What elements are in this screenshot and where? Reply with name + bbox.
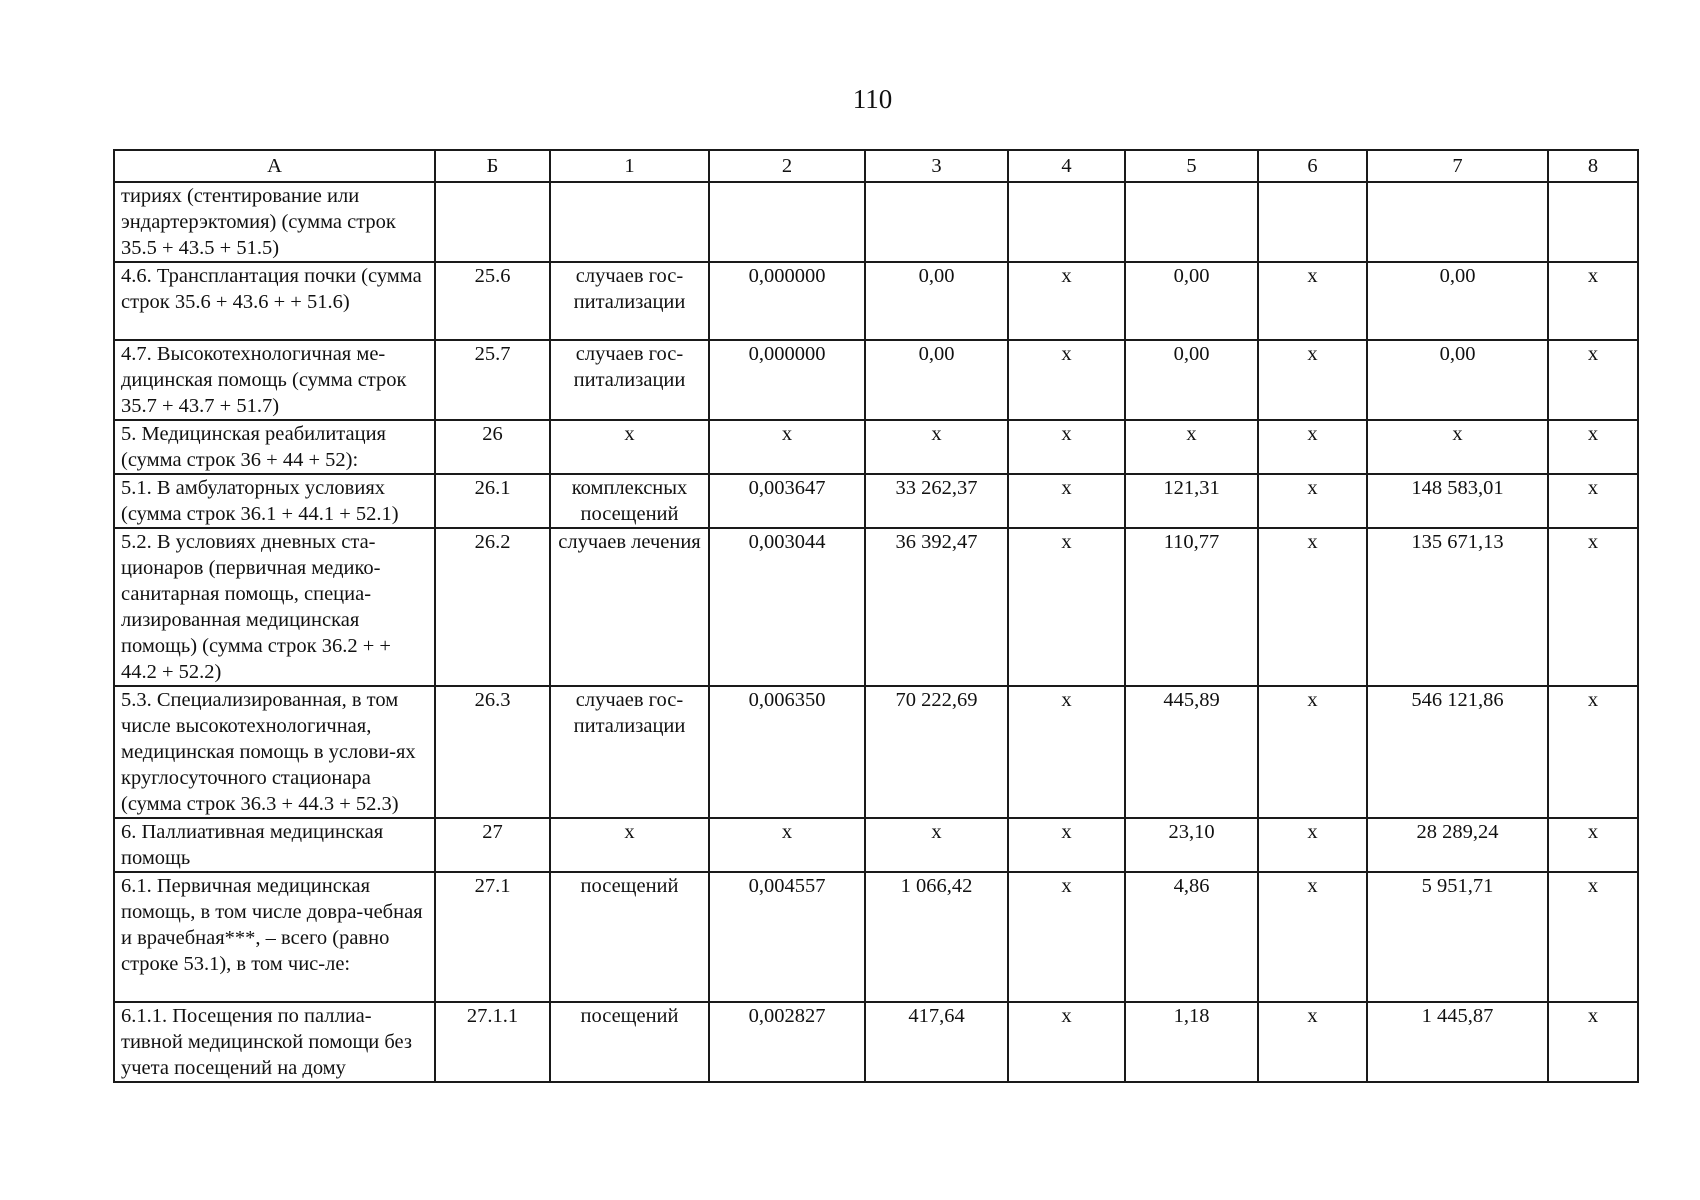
row-name: 5.2. В условиях дневных ста-ционаров (первичная медико-санитарная помощь, специа-лизированная медицинская помощь) (сумма строк 36.2 + + 44.2 + 52.2) (114, 528, 435, 686)
cell-col2: х (709, 420, 865, 474)
cell-col3: х (865, 420, 1008, 474)
cell-col8: х (1548, 262, 1638, 340)
cell-col5: 0,00 (1125, 340, 1258, 420)
table-row (114, 818, 1638, 872)
cell-col8: х (1548, 818, 1638, 872)
row-code: 26.1 (435, 474, 550, 528)
cell-col5: х (1125, 420, 1258, 474)
cell-col8: х (1548, 340, 1638, 420)
cell-col5: 4,86 (1125, 872, 1258, 1002)
cell-col2: 0,003044 (709, 528, 865, 686)
table-row (114, 1002, 1638, 1082)
table-row (114, 262, 1638, 340)
cell-col2: 0,004557 (709, 872, 865, 1002)
row-code: 26.3 (435, 686, 550, 818)
cell-col2: 0,000000 (709, 262, 865, 340)
row-unit: х (550, 818, 709, 872)
cell-col2: 0,006350 (709, 686, 865, 818)
header-row (114, 150, 1638, 182)
cell-col8: х (1548, 474, 1638, 528)
row-name: 4.7. Высокотехнологичная ме-дицинская помощь (сумма строк 35.7 + 43.7 + 51.7) (114, 340, 435, 420)
row-name: 5.3. Специализированная, в том числе высокотехнологичная, медицинская помощь в услови-ях круглосуточного стационара (сумма строк 36.3 + 44.3 + 52.3) (114, 686, 435, 818)
row-name: 5.1. В амбулаторных условиях (сумма строк 36.1 + 44.1 + 52.1) (114, 474, 435, 528)
column-header: 6 (1258, 150, 1367, 182)
cell-col3: 0,00 (865, 340, 1008, 420)
cell-col5: 1,18 (1125, 1002, 1258, 1082)
row-name: 6.1. Первичная медицинская помощь, в том числе довра-чебная и врачебная***, – всего (равно строке 53.1), в том чис-ле: (114, 872, 435, 1002)
table-row (114, 872, 1638, 1002)
cell-col2: 0,002827 (709, 1002, 865, 1082)
cell-col4 (1008, 182, 1125, 262)
cell-col7: 1 445,87 (1367, 1002, 1548, 1082)
table-row (114, 474, 1638, 528)
row-name: 5. Медицинская реабилитация (сумма строк 36 + 44 + 52): (114, 420, 435, 474)
row-code: 27 (435, 818, 550, 872)
cell-col4: х (1008, 686, 1125, 818)
row-code: 27.1.1 (435, 1002, 550, 1082)
cell-col3: 33 262,37 (865, 474, 1008, 528)
cell-col4: х (1008, 262, 1125, 340)
row-unit: посещений (550, 1002, 709, 1082)
table-row (114, 340, 1638, 420)
cell-col3: х (865, 818, 1008, 872)
column-header: 4 (1008, 150, 1125, 182)
row-name: 4.6. Трансплантация почки (сумма строк 35.6 + 43.6 + + 51.6) (114, 262, 435, 340)
cell-col2: 0,000000 (709, 340, 865, 420)
row-unit: случаев гос-питализации (550, 340, 709, 420)
cell-col7: 0,00 (1367, 262, 1548, 340)
cell-col7 (1367, 182, 1548, 262)
row-unit: случаев гос-питализации (550, 262, 709, 340)
row-code (435, 182, 550, 262)
table-row (114, 686, 1638, 818)
column-header: 2 (709, 150, 865, 182)
cell-col6: х (1258, 262, 1367, 340)
cell-col7: 28 289,24 (1367, 818, 1548, 872)
cell-col3: 417,64 (865, 1002, 1008, 1082)
cell-col3: 1 066,42 (865, 872, 1008, 1002)
cell-col7: 135 671,13 (1367, 528, 1548, 686)
cell-col4: х (1008, 420, 1125, 474)
cell-col6: х (1258, 818, 1367, 872)
cell-col5 (1125, 182, 1258, 262)
row-code: 26 (435, 420, 550, 474)
row-name: 6.1.1. Посещения по паллиа-тивной медицинской помощи без учета посещений на дому (114, 1002, 435, 1082)
row-name: 6. Паллиативная медицинская помощь (114, 818, 435, 872)
cell-col6: х (1258, 528, 1367, 686)
cell-col3: 0,00 (865, 262, 1008, 340)
row-name: тириях (стентирование или эндартерэктомия) (сумма строк 35.5 + 43.5 + 51.5) (114, 182, 435, 262)
row-code: 26.2 (435, 528, 550, 686)
row-unit: посещений (550, 872, 709, 1002)
cell-col8: х (1548, 1002, 1638, 1082)
cell-col2 (709, 182, 865, 262)
cell-col8: х (1548, 872, 1638, 1002)
cell-col6 (1258, 182, 1367, 262)
cell-col2: х (709, 818, 865, 872)
cell-col4: х (1008, 340, 1125, 420)
cell-col7: 0,00 (1367, 340, 1548, 420)
cell-col7: 5 951,71 (1367, 872, 1548, 1002)
cell-col6: х (1258, 474, 1367, 528)
cell-col3 (865, 182, 1008, 262)
column-header: 1 (550, 150, 709, 182)
cell-col5: 23,10 (1125, 818, 1258, 872)
data-table (113, 149, 1639, 1083)
cell-col4: х (1008, 1002, 1125, 1082)
column-header: 8 (1548, 150, 1638, 182)
cell-col2: 0,003647 (709, 474, 865, 528)
cell-col5: 0,00 (1125, 262, 1258, 340)
cell-col4: х (1008, 818, 1125, 872)
cell-col4: х (1008, 528, 1125, 686)
cell-col8: х (1548, 528, 1638, 686)
row-unit: комплексных посещений (550, 474, 709, 528)
cell-col3: 36 392,47 (865, 528, 1008, 686)
cell-col6: х (1258, 340, 1367, 420)
row-code: 27.1 (435, 872, 550, 1002)
cell-col3: 70 222,69 (865, 686, 1008, 818)
row-code: 25.6 (435, 262, 550, 340)
row-code: 25.7 (435, 340, 550, 420)
cell-col7: 148 583,01 (1367, 474, 1548, 528)
column-header: Б (435, 150, 550, 182)
row-unit (550, 182, 709, 262)
column-header: А (114, 150, 435, 182)
cell-col5: 110,77 (1125, 528, 1258, 686)
cell-col6: х (1258, 420, 1367, 474)
cell-col5: 121,31 (1125, 474, 1258, 528)
cell-col6: х (1258, 872, 1367, 1002)
row-unit: случаев лечения (550, 528, 709, 686)
row-unit: х (550, 420, 709, 474)
column-header: 7 (1367, 150, 1548, 182)
cell-col7: х (1367, 420, 1548, 474)
cell-col8: х (1548, 420, 1638, 474)
cell-col4: х (1008, 474, 1125, 528)
table-row (114, 182, 1638, 262)
cell-col8 (1548, 182, 1638, 262)
cell-col8: х (1548, 686, 1638, 818)
cell-col5: 445,89 (1125, 686, 1258, 818)
page-number: 110 (852, 84, 893, 114)
cell-col7: 546 121,86 (1367, 686, 1548, 818)
table-row (114, 420, 1638, 474)
table-row (114, 528, 1638, 686)
row-unit: случаев гос-питализации (550, 686, 709, 818)
column-header: 3 (865, 150, 1008, 182)
column-header: 5 (1125, 150, 1258, 182)
cell-col6: х (1258, 1002, 1367, 1082)
cell-col4: х (1008, 872, 1125, 1002)
cell-col6: х (1258, 686, 1367, 818)
